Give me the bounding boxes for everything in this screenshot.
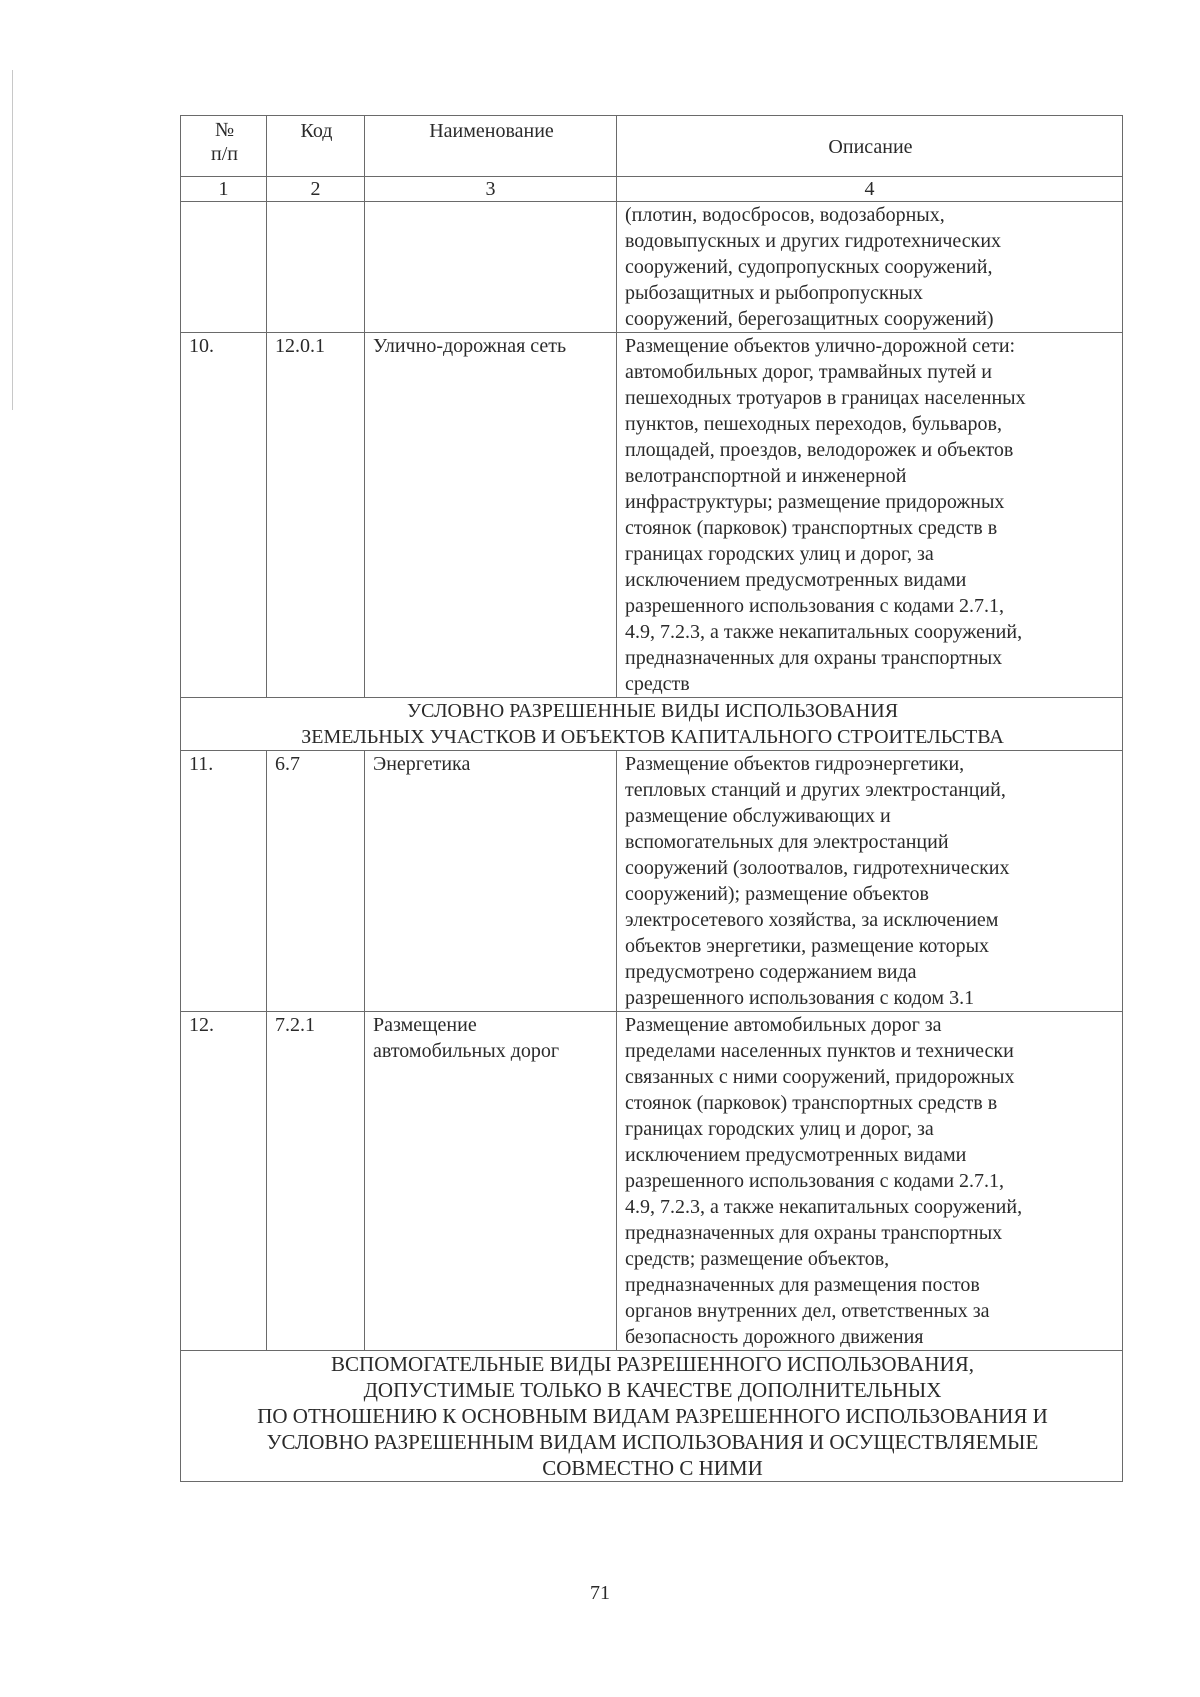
header-number: № п/п bbox=[181, 116, 267, 177]
section-heading-auxiliary: ВСПОМОГАТЕЛЬНЫЕ ВИДЫ РАЗРЕШЕННОГО ИСПОЛЬЗОВАНИЯ, ДОПУСТИМЫЕ ТОЛЬКО В КАЧЕСТВЕ ДОПОЛНИТЕЛЬНЫХ ПО ОТНОШЕНИЮ К ОСНОВНЫМ ВИДАМ РАЗРЕШЕННОГО ИСПОЛЬЗОВАНИЯ И УСЛОВНО РАЗРЕШЕННЫМ ВИДАМ ИСПОЛЬЗОВАНИЯ И ОСУЩЕСТВЛЯЕМЫЕ СОВМЕСТНО С НИМИ bbox=[181, 1351, 1123, 1482]
row-description: Размещение объектов гидроэнергетики, тепловых станций и других электростанций, размещение обслуживающих и вспомогательных для электростанций сооружений (золоотвалов, гидротехнических сооружений); размещение объектов электросетевого хозяйства, за исключением объектов энергетики, размещение которых предусмотрено содержанием вида разрешенного использования с кодом 3.1 bbox=[617, 751, 1123, 1012]
header-code: Код bbox=[267, 116, 365, 177]
column-number: 2 bbox=[267, 177, 365, 202]
row-code: 7.2.1 bbox=[267, 1012, 365, 1351]
row-name: Энергетика bbox=[365, 751, 617, 1012]
table-row bbox=[181, 751, 1123, 1012]
land-use-table bbox=[180, 115, 1123, 1482]
row-description: Размещение объектов улично-дорожной сети: автомобильных дорог, трамвайных путей и пешеходных тротуаров в границах населенных пунктов, пешеходных переходов, бульваров, площадей, проездов, велодорожек и объектов велотранспортной и инженерной инфраструктуры; размещение придорожных стоянок (парковок) транспортных средств в границах городских улиц и дорог, за исключением предусмотренных видами разрешенного использования с кодами 2.7.1, 4.9, 7.2.3, а также некапитальных сооружений, предназначенных для охраны транспортных средств bbox=[617, 333, 1123, 698]
page-number: 71 bbox=[590, 1582, 610, 1604]
row-number: 12. bbox=[181, 1012, 267, 1351]
table-header-row bbox=[181, 116, 1123, 177]
row-number: 11. bbox=[181, 751, 267, 1012]
section-heading-row bbox=[181, 1351, 1123, 1482]
column-number-row bbox=[181, 177, 1123, 202]
section-heading-row bbox=[181, 698, 1123, 751]
column-number: 3 bbox=[365, 177, 617, 202]
row-name: Размещение автомобильных дорог bbox=[365, 1012, 617, 1351]
header-name: Наименование bbox=[365, 116, 617, 177]
table-row-continuation bbox=[181, 202, 1123, 333]
row-name: Улично-дорожная сеть bbox=[365, 333, 617, 698]
row-code: 12.0.1 bbox=[267, 333, 365, 698]
header-description: Описание bbox=[617, 116, 1123, 177]
continuation-description: (плотин, водосбросов, водозаборных, водовыпускных и других гидротехнических сооружений, судопропускных сооружений, рыбозащитных и рыбопропускных сооружений, берегозащитных сооружений) bbox=[617, 202, 1123, 333]
table-row bbox=[181, 1012, 1123, 1351]
table-row bbox=[181, 333, 1123, 698]
row-number: 10. bbox=[181, 333, 267, 698]
column-number: 1 bbox=[181, 177, 267, 202]
row-description: Размещение автомобильных дорог за пределами населенных пунктов и технически связанных с ними сооружений, придорожных стоянок (парковок) транспортных средств в границах городских улиц и дорог, за исключением предусмотренных видами разрешенного использования с кодами 2.7.1, 4.9, 7.2.3, а также некапитальных сооружений, предназначенных для охраны транспортных средств; размещение объектов, предназначенных для размещения постов органов внутренних дел, ответственных за безопасность дорожного движения bbox=[617, 1012, 1123, 1351]
column-number: 4 bbox=[617, 177, 1123, 202]
row-code: 6.7 bbox=[267, 751, 365, 1012]
section-heading-conditional: УСЛОВНО РАЗРЕШЕННЫЕ ВИДЫ ИСПОЛЬЗОВАНИЯ ЗЕМЕЛЬНЫХ УЧАСТКОВ И ОБЪЕКТОВ КАПИТАЛЬНОГО СТРОИТЕЛЬСТВА bbox=[181, 698, 1123, 751]
